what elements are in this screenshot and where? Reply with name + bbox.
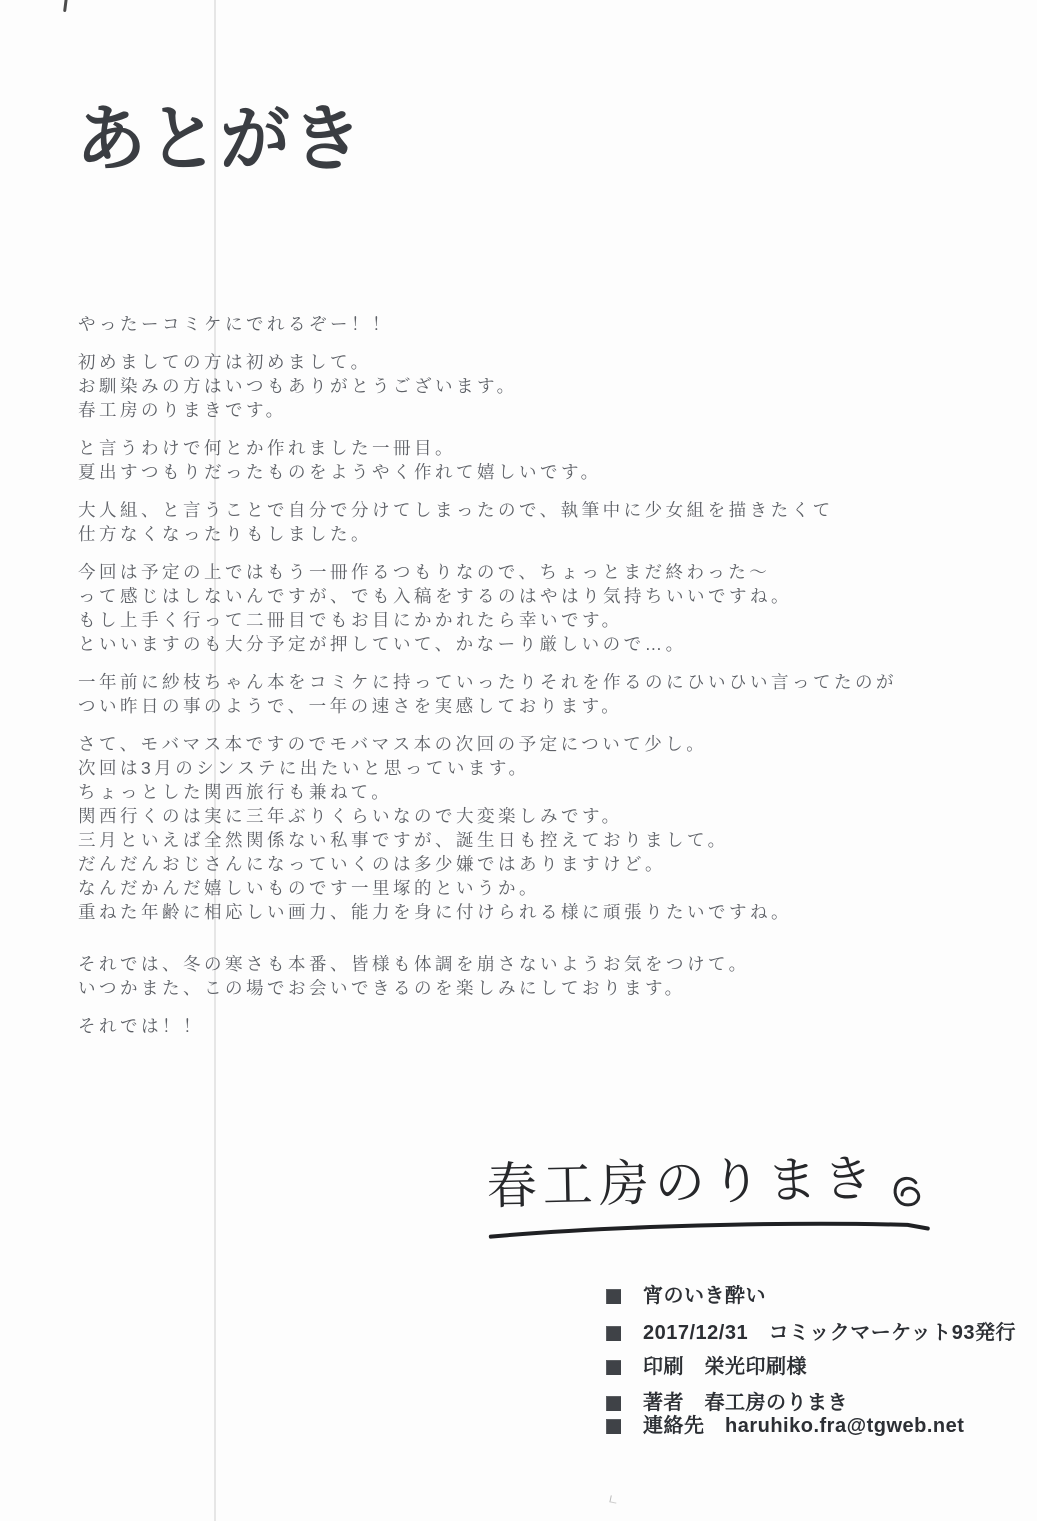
handwritten-line: 次回は3月のシンステに出たいと思っています。	[78, 758, 530, 778]
paragraph-gap	[78, 718, 978, 732]
handwritten-line: やったーコミケにでれるぞー！！	[78, 314, 393, 334]
paragraph-gap	[78, 656, 978, 670]
paragraph-gap	[78, 938, 978, 952]
pen-mark-artifact	[63, 0, 68, 12]
paragraph-gap	[78, 546, 978, 560]
handwritten-line: 一年前に紗枝ちゃん本をコミケに持っていったりそれを作るのにひいひい言ってたのが	[78, 672, 897, 692]
handwritten-line: つい昨日の事のようで、一年の速さを実感しております。	[78, 696, 623, 716]
handwritten-line: それでは！！	[78, 1016, 204, 1036]
handwritten-line: 夏出すつもりだったものをようやく作れて嬉しいです。	[78, 462, 602, 482]
bullet-square-icon	[606, 1419, 621, 1434]
handwritten-body	[78, 312, 978, 1038]
paragraph-gap	[78, 924, 978, 938]
paragraph-gap	[78, 484, 978, 498]
handwritten-line: 仕方なくなったりもしました。	[78, 524, 372, 544]
colophon	[606, 1283, 1016, 1450]
bullet-square-icon	[606, 1289, 621, 1304]
handwritten-line: といいますのも大分予定が押していて、かなーり厳しいので…。	[78, 634, 687, 654]
paragraph-gap	[78, 336, 978, 350]
handwritten-line: いつかまた、この場でお会いできるのを楽しみにしております。	[78, 978, 686, 998]
handwritten-line: それでは、冬の寒さも本番、皆様も体調を崩さないようお気をつけて。	[78, 954, 750, 974]
handwritten-line: 春工房のりまきです。	[78, 400, 287, 420]
handwritten-line: 関西行くのは実に三年ぶりくらいなので大変楽しみです。	[78, 806, 623, 826]
colophon-label: 印刷 栄光印刷様	[643, 1356, 807, 1378]
colophon-row	[606, 1320, 1016, 1346]
handwritten-line: と言うわけで何とか作れました一冊目。	[78, 438, 456, 458]
handwritten-line: って感じはしないんですが、でも入稿をするのはやはり気持ちいいですね。	[78, 586, 792, 606]
handwritten-line: なんだかんだ嬉しいものです一里塚的というか。	[78, 878, 540, 898]
colophon-label: 宵のいき酔い	[643, 1285, 766, 1307]
scan-speck-artifact	[609, 1495, 617, 1503]
paragraph-gap	[78, 422, 978, 436]
handwritten-line: ちょっとした関西旅行も兼ねて。	[78, 782, 393, 802]
handwritten-line: 初めましての方は初めまして。	[78, 352, 372, 372]
handwritten-line: 重ねた年齢に相応しい画力、能力を身に付けられる様に頑張りたいですね。	[78, 902, 792, 922]
paragraph-gap	[78, 1000, 978, 1014]
handwritten-line: 三月といえば全然関係ない私事ですが、誕生日も控えておりまして。	[78, 830, 729, 850]
colophon-row	[606, 1354, 1016, 1380]
bullet-square-icon	[606, 1396, 621, 1411]
signature-block	[486, 1147, 938, 1241]
colophon-label: 2017/12/31 コミックマーケット93発行	[643, 1322, 1016, 1344]
signature-text: 春工房のりまき	[486, 1150, 880, 1215]
onigiri-doodle-icon	[885, 1173, 930, 1221]
colophon-row	[606, 1413, 1016, 1439]
page-title: あとがき	[76, 98, 364, 180]
bullet-square-icon	[606, 1360, 621, 1375]
handwritten-line: さて、モバマス本ですのでモバマス本の次回の予定について少し。	[78, 734, 708, 754]
colophon-label: 連絡先 haruhiko.fra@tgweb.net	[643, 1415, 965, 1437]
handwritten-line: 今回は予定の上ではもう一冊作るつもりなので、ちょっとまだ終わった～	[78, 562, 771, 582]
handwritten-line: だんだんおじさんになっていくのは多少嫌ではありますけど。	[78, 854, 666, 874]
handwritten-line: お馴染みの方はいつもありがとうございます。	[78, 376, 518, 396]
colophon-row	[606, 1283, 1016, 1309]
handwritten-line: 大人組、と言うことで自分で分けてしまったので、執筆中に少女組を描きたくて	[78, 500, 834, 520]
colophon-label: 著者 春工房のりまき	[643, 1392, 848, 1414]
handwritten-line: もし上手く行って二冊目でもお目にかかれたら幸いです。	[78, 610, 623, 630]
bullet-square-icon	[606, 1326, 621, 1341]
